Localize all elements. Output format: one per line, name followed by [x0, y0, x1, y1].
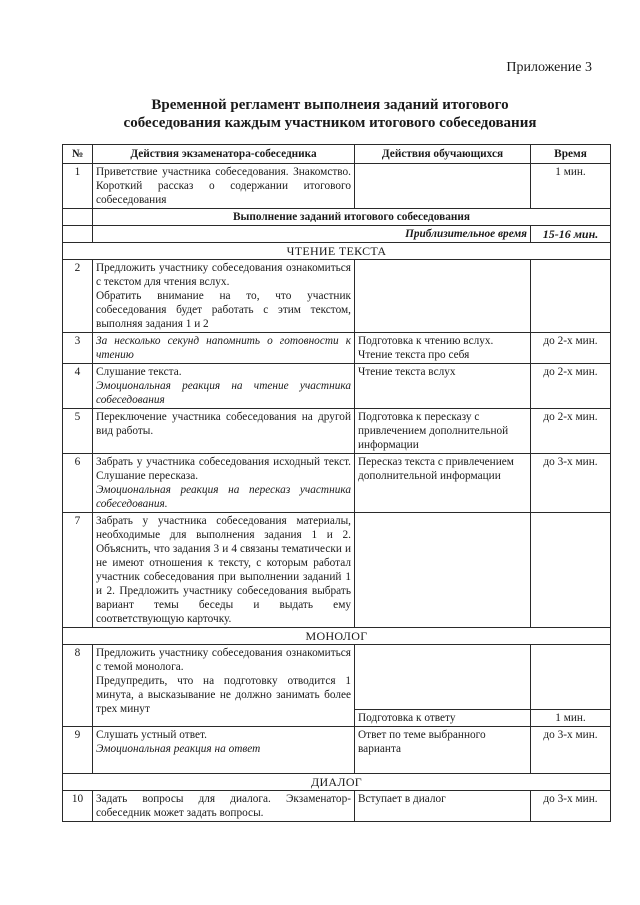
student-action [355, 164, 531, 209]
time-value: 1 мин. [531, 710, 611, 727]
table-row [63, 454, 611, 513]
dialogue-heading: ДИАЛОГ [63, 774, 611, 791]
examiner-action-part: Предложить участнику собеседования ознакомиться с текстом для чтения вслух. [96, 262, 351, 288]
examiner-action-italic: За несколько секунд напомнить о готовности к чтению [96, 335, 351, 361]
monologue-heading: МОНОЛОГ [63, 628, 611, 645]
student-action: Подготовка к ответу [355, 710, 531, 727]
title-line-2: собеседования каждым участником итогового собеседования [123, 115, 537, 131]
student-action [355, 513, 531, 628]
time-value: до 3-х мин. [531, 454, 611, 513]
table-row [63, 333, 611, 364]
section-row [63, 209, 611, 226]
time-value: до 2-х мин. [531, 364, 611, 409]
time-value: 1 мин. [531, 164, 611, 209]
approx-time-value: 15-16 мин. [531, 226, 611, 243]
approx-time-label: Приблизительное время [93, 226, 531, 243]
row-num: 6 [63, 454, 93, 513]
student-action: Чтение текста вслух [355, 364, 531, 409]
examiner-action-part: Слушать устный ответ. [96, 729, 207, 741]
examiner-action: Забрать у участника собеседования материалы, необходимые для выполнения задания 1 и 2. Объяснить, что задания 3 и 4 связаны тематически и не имеют отношения к тексту, с которым работал участник собеседования при выполнении заданий 1 и 2. Предложить участнику собеседования выбрать вариант темы беседы и выдать ему соответствующую карточку. [93, 513, 355, 628]
examiner-action-part: Слушание текста. [96, 366, 182, 378]
time-value: до 3-х мин. [531, 791, 611, 822]
table-row [63, 645, 611, 710]
time-value [531, 260, 611, 333]
student-action: Вступает в диалог [355, 791, 531, 822]
examiner-action-part: Предложить участнику собеседования ознакомиться с темой монолога. [96, 647, 351, 673]
examiner-action-part: Обратить внимание на то, что участник собеседования будет работать с этим текстом, выполняя задания 1 и 2 [96, 290, 351, 330]
appendix-label: Приложение 3 [506, 60, 592, 75]
row-num: 3 [63, 333, 93, 364]
approx-empty [63, 226, 93, 243]
header-num: № [63, 145, 93, 164]
row-num: 9 [63, 727, 93, 774]
examiner-action [93, 364, 355, 409]
examiner-action [93, 454, 355, 513]
header-student: Действия обучающихся [355, 145, 531, 164]
section-title: Выполнение заданий итогового собеседования [93, 209, 611, 226]
row-num: 5 [63, 409, 93, 454]
row-num: 4 [63, 364, 93, 409]
row-num: 2 [63, 260, 93, 333]
table-row [63, 727, 611, 774]
reading-heading-row [63, 243, 611, 260]
student-action: Ответ по теме выбранного варианта [355, 727, 531, 774]
examiner-action [93, 260, 355, 333]
document-title [60, 96, 600, 132]
examiner-action-part: Забрать у участника собеседования исходный текст. Слушание пересказа. [96, 456, 351, 482]
examiner-action-part: Предупредить, что на подготовку отводится 1 минута, а высказывание не должно занимать более трех минут [96, 675, 351, 715]
examiner-action: Переключение участника собеседования на другой вид работы. [93, 409, 355, 454]
row-num: 7 [63, 513, 93, 628]
examiner-action-italic: Эмоциональная реакция на ответ [96, 743, 261, 755]
table-row [63, 409, 611, 454]
student-action: Подготовка к чтению вслух. Чтение текста про себя [355, 333, 531, 364]
regulation-table [62, 144, 611, 822]
time-value: до 2-х мин. [531, 409, 611, 454]
student-action: Подготовка к пересказу с привлечением дополнительной информации [355, 409, 531, 454]
row-num: 1 [63, 164, 93, 209]
table-row [63, 791, 611, 822]
time-value [531, 645, 611, 710]
row-num: 10 [63, 791, 93, 822]
row-num: 8 [63, 645, 93, 727]
table-row [63, 364, 611, 409]
dialogue-heading-row [63, 774, 611, 791]
header-time: Время [531, 145, 611, 164]
table-row [63, 513, 611, 628]
student-action [355, 260, 531, 333]
examiner-action [93, 727, 355, 774]
table-row [63, 164, 611, 209]
examiner-action [93, 333, 355, 364]
approx-time-row [63, 226, 611, 243]
student-action: Пересказ текста с привлечением дополнительной информации [355, 454, 531, 513]
time-value [531, 513, 611, 628]
monologue-heading-row [63, 628, 611, 645]
time-value: до 2-х мин. [531, 333, 611, 364]
examiner-action: Приветствие участника собеседования. Знакомство. Короткий рассказ о содержании итогового собеседования [93, 164, 355, 209]
table-row [63, 260, 611, 333]
title-line-1: Временной регламент выполнеия заданий итогового [151, 97, 509, 113]
header-examiner: Действия экзаменатора-собеседника [93, 145, 355, 164]
examiner-action-italic: Эмоциональная реакция на чтение участника собеседования [96, 380, 351, 406]
time-value: до 3-х мин. [531, 727, 611, 774]
reading-heading: ЧТЕНИЕ ТЕКСТА [63, 243, 611, 260]
table-header-row [63, 145, 611, 164]
student-action [355, 645, 531, 710]
examiner-action: Задать вопросы для диалога. Экзаменатор-собеседник может задать вопросы. [93, 791, 355, 822]
examiner-action [93, 645, 355, 727]
section-empty [63, 209, 93, 226]
examiner-action-italic: Эмоциональная реакция на пересказ участника собеседования. [96, 484, 351, 510]
